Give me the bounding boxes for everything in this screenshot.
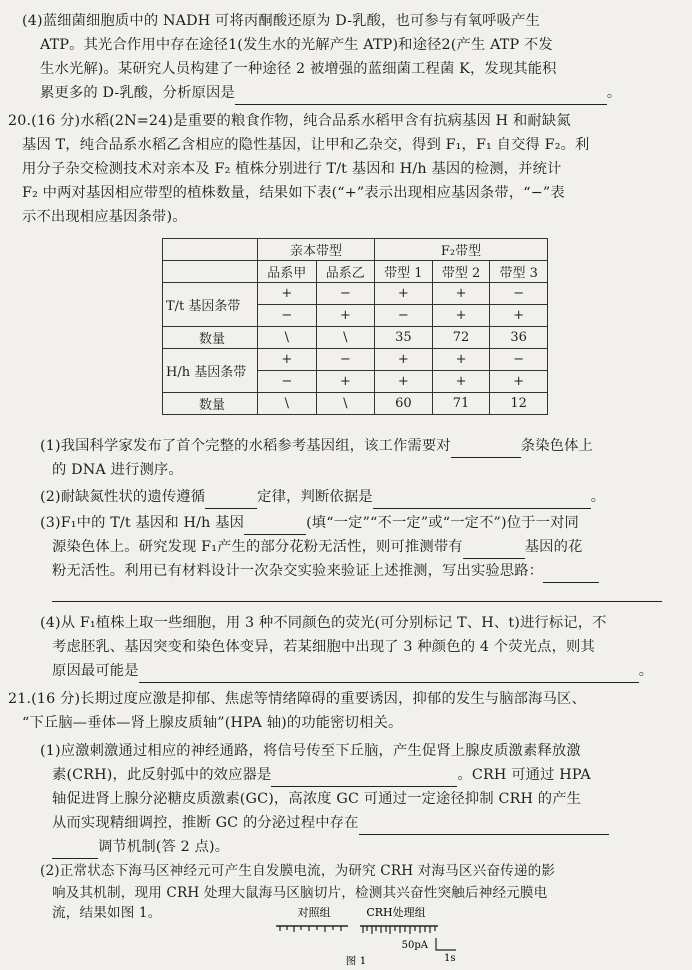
table-cell: −	[316, 283, 375, 305]
table-cell: 72	[432, 327, 490, 349]
table-cell: \	[316, 393, 375, 415]
table-cell: \	[258, 393, 317, 415]
q19-line1: (4)蓝细菌细胞质中的 NADH 可将丙酮酸还原为 D-乳酸，也可参与有氧呼吸产生	[22, 13, 540, 29]
table-cell: +	[375, 283, 433, 305]
q20-sub2: (2)耐缺氮性状的遗传遵循 定律，判断依据是 。	[40, 486, 605, 509]
answer-line[interactable]	[52, 601, 662, 602]
q20-sub4-line1: (4)从 F₁植株上取一些细胞，用 3 种不同颜色的荧光(可分别标记 T、H、t)进行标记，不	[40, 615, 607, 631]
control-spikes	[280, 926, 341, 932]
table-cell: +	[375, 371, 433, 393]
q21-sub1-line4: 从而实现精细调控，推断 GC 的分泌过程中存在	[52, 812, 609, 835]
table-row	[163, 349, 548, 371]
table-cell: −	[316, 349, 375, 371]
col-band1: 带型 1	[375, 261, 433, 283]
q21-sub1-line5: 调节机制(答 2 点)。	[52, 836, 229, 859]
table-row	[163, 327, 548, 349]
table-cell: −	[258, 305, 317, 327]
table-subheader-row	[163, 261, 548, 283]
col-parent-b: 品系乙	[316, 261, 375, 283]
q21-sub2-line2: 响及其机制，现用 CRH 处理大鼠海马区脑切片，检测其兴奋性突触后神经元膜电	[52, 885, 548, 901]
label-crh: CRH处理组	[366, 906, 426, 919]
q20-line5: 示不出现相应基因条带)。	[22, 209, 187, 225]
table-cell: +	[432, 305, 490, 327]
answer-blank[interactable]	[451, 457, 521, 458]
q19-line4: 累更多的 D-乳酸，分析原因是 。	[40, 82, 621, 105]
answer-blank[interactable]	[244, 534, 306, 535]
corner-cell	[163, 239, 258, 261]
col-band2: 带型 2	[432, 261, 490, 283]
label-control: 对照组	[297, 906, 331, 919]
q21-sub2-line3: 流，结果如图 1。	[52, 905, 162, 921]
table-cell: +	[490, 371, 548, 393]
row-label-t: T/t 基因条带	[163, 283, 258, 327]
crh-spikes	[363, 926, 435, 934]
table-cell: \	[258, 327, 317, 349]
figure-1	[268, 904, 468, 966]
scale-bar	[436, 938, 456, 950]
q20-line1: 20.(16 分)水稻(2N=24)是重要的粮食作物，纯合品系水稻甲含有抗病基因 H 和耐缺氮	[8, 113, 571, 129]
q20-sub1-line2: 的 DNA 进行测序。	[52, 462, 183, 478]
corner-cell	[163, 261, 258, 283]
answer-blank[interactable]	[463, 558, 525, 559]
table-cell: +	[432, 349, 490, 371]
q20-sub4-line2: 考虑胚乳、基因突变和染色体变异，若某细胞中出现了 3 种颜色的 4 个荧光点，则其	[52, 639, 595, 655]
q20-line2: 基因 T，纯合品系水稻乙含相应的隐性基因，让甲和乙杂交，得到 F₁，F₁ 自交得 F₂。利	[22, 137, 590, 153]
q20-sub3-line2: 源染色体上。研究发现 F₁产生的部分花粉无活性，则可推测带有 基因的花	[52, 536, 583, 559]
table-row	[163, 393, 548, 415]
table-header-row	[163, 239, 548, 261]
answer-blank[interactable]	[543, 582, 599, 583]
row-label-count: 数量	[163, 327, 258, 349]
table-cell: 12	[490, 393, 548, 415]
answer-blank[interactable]	[205, 508, 257, 509]
table-cell: −	[490, 349, 548, 371]
table-cell: +	[432, 283, 490, 305]
q21-sub1-line1: (1)应激刺激通过相应的神经通路，将信号传至下丘脑，产生促肾上腺皮质激素释放激	[40, 743, 581, 759]
scale-current: 50pA	[401, 940, 428, 951]
q21-sub1-line2: 素(CRH)，此反射弧中的效应器是 。CRH 可通过 HPA	[52, 764, 591, 787]
table-cell: −	[258, 371, 317, 393]
table-cell: +	[375, 349, 433, 371]
header-parent: 亲本带型	[258, 239, 375, 261]
q20-sub3-line1: (3)F₁中的 T/t 基因和 H/h 基因 (填“一定”“不一定”或“一定不”)位于一对同	[40, 512, 579, 535]
q20-line3: 用分子杂交检测技术对亲本及 F₂ 植株分别进行 T/t 基因和 H/h 基因的检测，并统计	[22, 161, 562, 177]
table-cell: 35	[375, 327, 433, 349]
q19-line3: 生水光解)。某研究人员构建了一种途径 2 被增强的蓝细菌工程菌 K，发现其能积	[40, 61, 557, 77]
table-cell: −	[490, 283, 548, 305]
row-label-h: H/h 基因条带	[163, 349, 258, 393]
table-cell: +	[490, 305, 548, 327]
header-f2: F₂带型	[375, 239, 548, 261]
q21-sub1-line3: 轴促进肾上腺分泌糖皮质激素(GC)，高浓度 GC 可通过一定途径抑制 CRH 的产生	[52, 791, 582, 807]
table-cell: +	[432, 371, 490, 393]
table-cell: \	[316, 327, 375, 349]
table-cell: +	[316, 371, 375, 393]
q20-sub3-line3: 粉无活性。利用已有材料设计一次杂交实验来验证上述推测，写出实验思路：	[52, 560, 599, 583]
q20-sub4-line3: 原因最可能是 。	[52, 660, 653, 683]
table-row	[163, 283, 548, 305]
answer-blank[interactable]	[373, 508, 591, 509]
answer-blank[interactable]	[359, 834, 609, 835]
table-cell: 60	[375, 393, 433, 415]
q21-line1: 21.(16 分)长期过度应激是抑郁、焦虑等情绪障碍的重要诱因，抑郁的发生与脑部海马区、	[8, 691, 586, 707]
table-cell: 71	[432, 393, 490, 415]
col-parent-a: 品系甲	[258, 261, 317, 283]
table-cell: +	[258, 349, 317, 371]
q21-line2: “下丘脑—垂体—肾上腺皮质轴”(HPA 轴)的功能密切相关。	[22, 715, 403, 731]
results-table	[162, 238, 548, 415]
q21-sub2-line1: (2)正常状态下海马区神经元可产生自发膜电流，为研究 CRH 对海马区兴奋传递的影	[40, 863, 556, 879]
current-trace-diagram	[268, 904, 468, 966]
table-cell: 36	[490, 327, 548, 349]
col-band3: 带型 3	[490, 261, 548, 283]
answer-blank[interactable]	[139, 682, 639, 683]
answer-blank[interactable]	[235, 104, 607, 105]
q20-line4: F₂ 中两对基因相应带型的植株数量，结果如下表(“+”表示出现相应基因条带，“−”表	[22, 185, 565, 201]
table-cell: +	[316, 305, 375, 327]
answer-blank[interactable]	[52, 858, 98, 859]
q20-sub1-line1: (1)我国科学家发布了首个完整的水稻参考基因组，该工作需要对 条染色体上	[40, 435, 593, 458]
scale-time: 1s	[444, 953, 456, 964]
answer-blank[interactable]	[271, 786, 457, 787]
table-cell: −	[375, 305, 433, 327]
q19-line2: ATP。其光合作用中存在途径1(发生水的光解产生 ATP)和途径2(产生 ATP 不发	[40, 37, 553, 53]
row-label-count: 数量	[163, 393, 258, 415]
table-cell: +	[258, 283, 317, 305]
figure-caption: 图 1	[345, 955, 367, 966]
